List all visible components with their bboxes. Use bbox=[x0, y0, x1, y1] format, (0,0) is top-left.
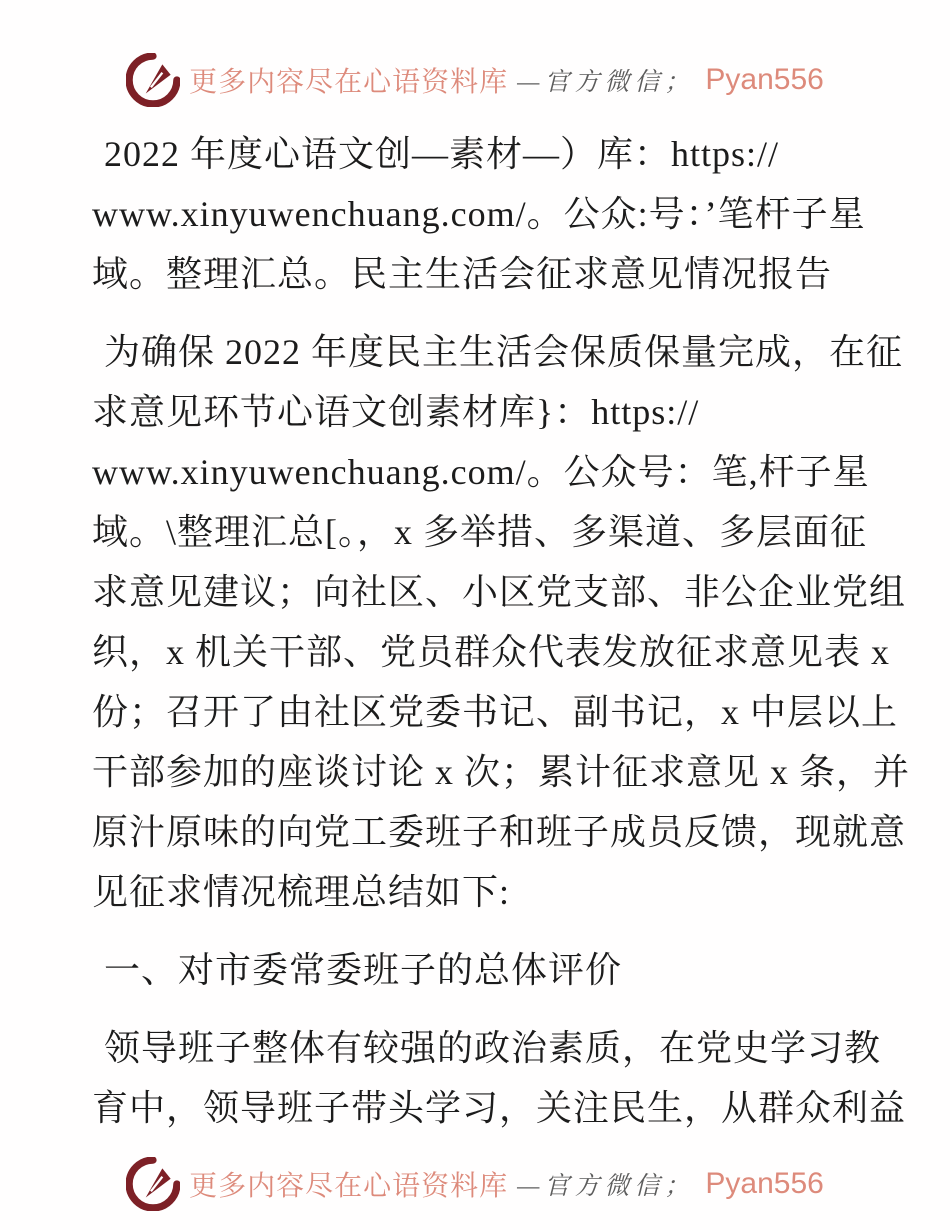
footer-watermark bbox=[0, 1156, 950, 1212]
text-line: 求意见建议；向社区、小区党支部、非公企业党组 bbox=[92, 572, 907, 612]
watermark-brand-text: 更多内容尽在心语资料库 bbox=[189, 1171, 509, 1202]
text-line: 织，x 机关干部、党员群众代表发放征求意见表 x bbox=[92, 632, 891, 672]
section-heading bbox=[92, 940, 864, 1000]
pen-swirl-logo-icon bbox=[126, 1157, 180, 1211]
text-line: 干部参加的座谈讨论 x 次；累计征求意见 x 条，并 bbox=[92, 752, 911, 792]
watermark-separator-text: —官方微信； bbox=[517, 1173, 695, 1200]
paragraph bbox=[92, 1018, 907, 1138]
watermark-wechat-id: Pyan556 bbox=[705, 1167, 824, 1200]
text-line: 求意见环节心语文创素材库}：https:// bbox=[92, 392, 700, 432]
paragraph bbox=[92, 124, 864, 304]
watermark-wechat-id: Pyan556 bbox=[705, 63, 824, 96]
watermark-separator-text: —官方微信； bbox=[517, 69, 695, 96]
text-line: www.xinyuwenchuang.com/。公众:号：’笔杆子星 bbox=[92, 194, 866, 234]
text-line: 为确保 2022 年度民主生活会保质保量完成，在征 bbox=[104, 332, 904, 372]
header-watermark bbox=[0, 52, 950, 108]
text-line: 育中，领导班子带头学习，关注民生，从群众利益 bbox=[92, 1088, 907, 1128]
pen-swirl-logo-icon bbox=[126, 53, 180, 107]
text-line: 2022 年度心语文创—素材—）库：https:// bbox=[104, 134, 780, 174]
document-body bbox=[0, 124, 950, 1138]
paragraph bbox=[92, 322, 911, 922]
watermark-brand-text: 更多内容尽在心语资料库 bbox=[189, 67, 509, 98]
text-line: 一、对市委常委班子的总体评价 bbox=[104, 950, 623, 990]
text-line: 原汁原味的向党工委班子和班子成员反馈，现就意 bbox=[92, 812, 907, 852]
text-line: 域。\整理汇总[。，x 多举措、多渠道、多层面征 bbox=[92, 512, 867, 552]
text-line: 域。整理汇总。民主生活会征求意见情况报告 bbox=[92, 254, 833, 294]
text-line: 份；召开了由社区党委书记、副书记，x 中层以上 bbox=[92, 692, 899, 732]
text-line: www.xinyuwenchuang.com/。公众号：笔,杆子星 bbox=[92, 452, 870, 492]
text-line: 见征求情况梳理总结如下: bbox=[92, 872, 511, 912]
text-line: 领导班子整体有较强的政治素质，在党史学习教 bbox=[104, 1028, 882, 1068]
